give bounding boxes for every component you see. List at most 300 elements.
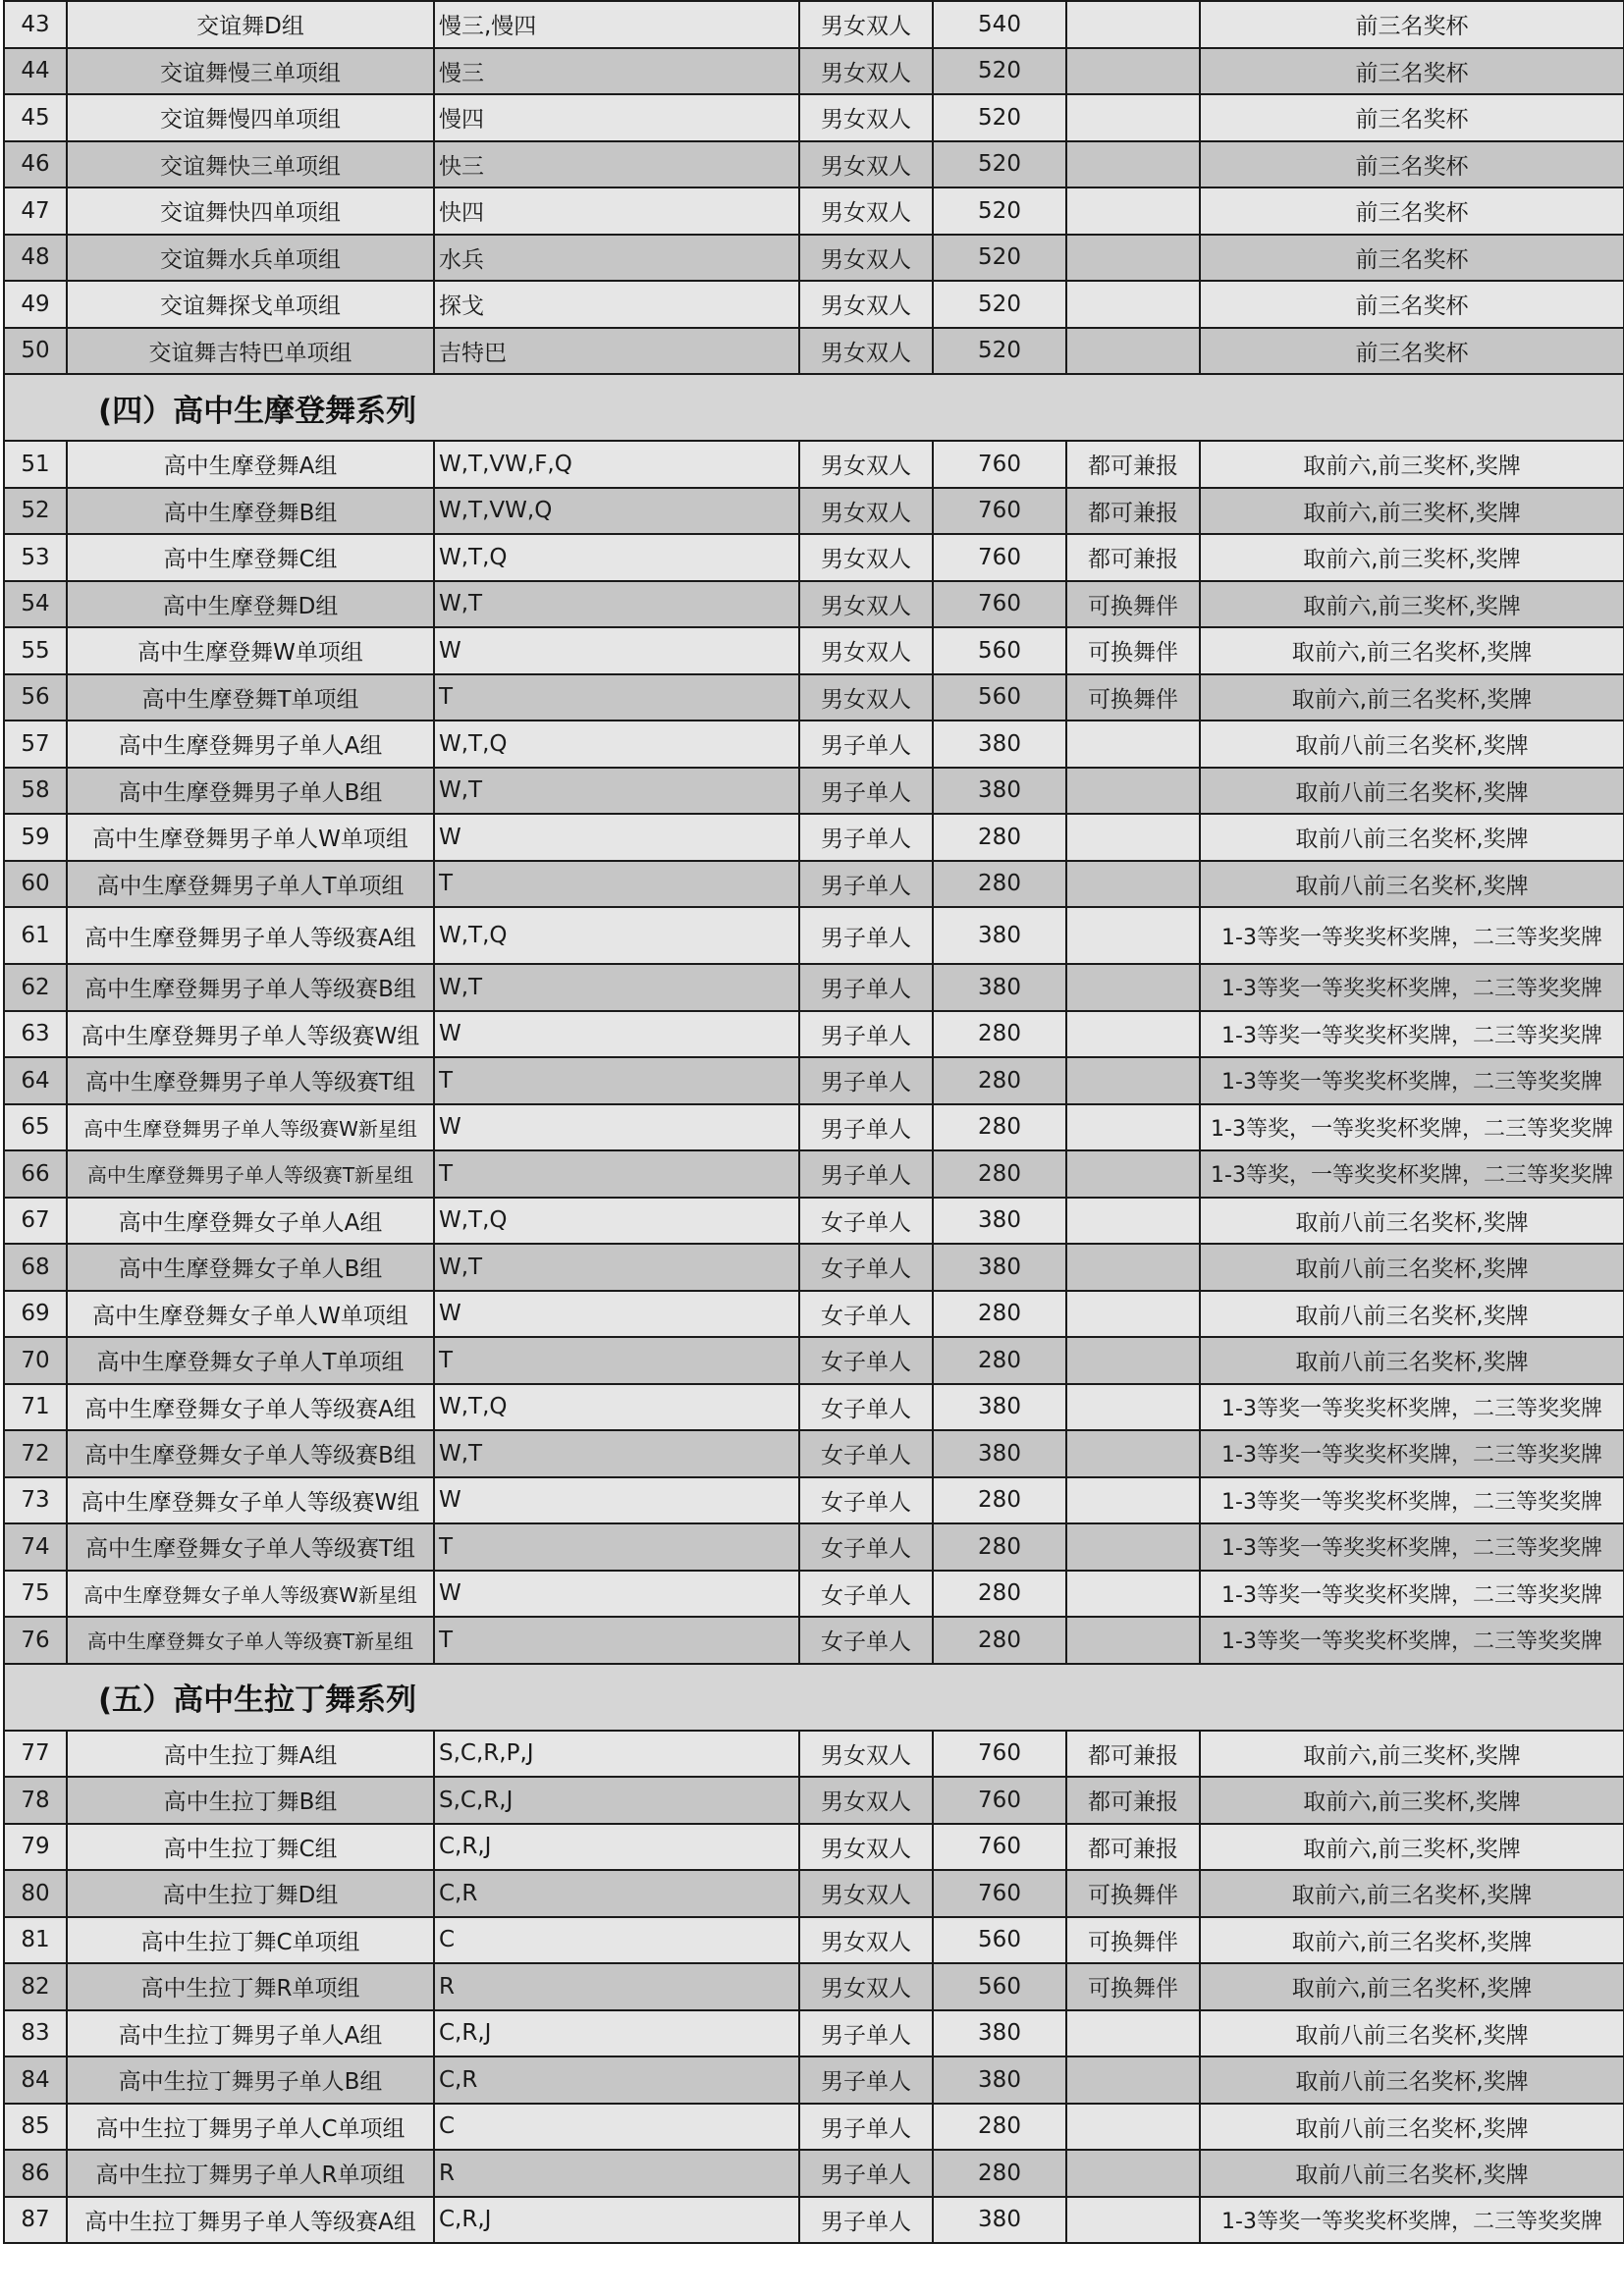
table-row — [4, 441, 1624, 488]
table-row — [4, 814, 1624, 861]
entry-type: 男女双人 — [799, 488, 933, 535]
table-row — [4, 1523, 1624, 1571]
entry-note: 可换舞伴 — [1066, 627, 1200, 674]
event-name: 高中生摩登舞A组 — [67, 441, 434, 488]
table-row — [4, 1337, 1624, 1384]
entry-type: 男子单人 — [799, 2056, 933, 2104]
table-row — [4, 861, 1624, 908]
dance-items: W,T — [434, 1244, 799, 1291]
award-description: 取前八前三名奖杯,奖牌 — [1200, 721, 1624, 768]
table-row — [4, 1430, 1624, 1477]
entry-type: 男女双人 — [799, 627, 933, 674]
award-description: 取前八前三名奖杯,奖牌 — [1200, 2010, 1624, 2057]
award-description: 1-3等奖一等奖奖杯奖牌，二三等奖奖牌 — [1200, 1430, 1624, 1477]
award-description: 取前八前三名奖杯,奖牌 — [1200, 1337, 1624, 1384]
entry-type: 女子单人 — [799, 1337, 933, 1384]
entry-fee: 520 — [933, 141, 1066, 188]
entry-note — [1066, 187, 1200, 235]
event-name: 高中生摩登舞女子单人W单项组 — [67, 1291, 434, 1338]
dance-items: W,T — [434, 1430, 799, 1477]
entry-fee: 520 — [933, 281, 1066, 328]
award-description: 取前六,前三奖杯,奖牌 — [1200, 534, 1624, 581]
entry-type: 男女双人 — [799, 328, 933, 375]
dance-items: S,C,R,P,J — [434, 1731, 799, 1778]
event-number: 82 — [4, 1963, 67, 2010]
award-description: 前三名奖杯 — [1200, 94, 1624, 141]
award-description: 前三名奖杯 — [1200, 48, 1624, 95]
event-name: 高中生摩登舞T单项组 — [67, 674, 434, 721]
award-description: 前三名奖杯 — [1200, 281, 1624, 328]
entry-fee: 560 — [933, 674, 1066, 721]
entry-type: 女子单人 — [799, 1244, 933, 1291]
entry-note — [1066, 1477, 1200, 1524]
entry-note — [1066, 1057, 1200, 1104]
entry-note: 可换舞伴 — [1066, 1963, 1200, 2010]
award-description: 取前六,前三名奖杯,奖牌 — [1200, 1870, 1624, 1917]
event-number: 45 — [4, 94, 67, 141]
entry-note — [1066, 1, 1200, 48]
entry-note — [1066, 1384, 1200, 1431]
event-name: 高中生摩登舞男子单人等级赛W组 — [67, 1011, 434, 1058]
award-description: 取前六,前三名奖杯,奖牌 — [1200, 674, 1624, 721]
entry-fee: 280 — [933, 1617, 1066, 1664]
event-name: 高中生拉丁舞R单项组 — [67, 1963, 434, 2010]
entry-note — [1066, 1571, 1200, 1618]
table-row — [4, 1384, 1624, 1431]
entry-note — [1066, 814, 1200, 861]
section-title: (四）高中生摩登舞系列 — [4, 374, 1624, 441]
table-row — [4, 1198, 1624, 1245]
award-description: 1-3等奖一等奖奖杯奖牌，二三等奖奖牌 — [1200, 1057, 1624, 1104]
entry-fee: 380 — [933, 2197, 1066, 2244]
dance-items: C,R,J — [434, 1824, 799, 1871]
event-number: 46 — [4, 141, 67, 188]
entry-type: 男子单人 — [799, 907, 933, 964]
entry-fee: 280 — [933, 861, 1066, 908]
event-number: 85 — [4, 2104, 67, 2151]
entry-note — [1066, 907, 1200, 964]
event-number: 77 — [4, 1731, 67, 1778]
event-number: 64 — [4, 1057, 67, 1104]
event-number: 80 — [4, 1870, 67, 1917]
entry-note — [1066, 1011, 1200, 1058]
table-row — [4, 1291, 1624, 1338]
table-row — [4, 1104, 1624, 1151]
entry-type: 男子单人 — [799, 1057, 933, 1104]
entry-note — [1066, 1291, 1200, 1338]
table-row — [4, 2056, 1624, 2104]
table-row — [4, 1917, 1624, 1964]
dance-items: T — [434, 1057, 799, 1104]
dance-items: C,R — [434, 1870, 799, 1917]
award-description: 取前八前三名奖杯,奖牌 — [1200, 861, 1624, 908]
entry-fee: 760 — [933, 488, 1066, 535]
entry-type: 男女双人 — [799, 581, 933, 628]
event-name: 高中生摩登舞男子单人B组 — [67, 768, 434, 815]
entry-type: 男子单人 — [799, 768, 933, 815]
entry-note: 都可兼报 — [1066, 1731, 1200, 1778]
award-description: 1-3等奖一等奖奖杯奖牌，二三等奖奖牌 — [1200, 1617, 1624, 1664]
entry-type: 男女双人 — [799, 534, 933, 581]
event-name: 高中生摩登舞男子单人等级赛B组 — [67, 964, 434, 1011]
table-row — [4, 48, 1624, 95]
table-row — [4, 94, 1624, 141]
award-description: 1-3等奖，一等奖奖杯奖牌，二三等奖奖牌 — [1200, 1150, 1624, 1198]
table-row — [4, 2104, 1624, 2151]
entry-note — [1066, 1337, 1200, 1384]
dance-items: W,T,Q — [434, 907, 799, 964]
dance-items: T — [434, 1523, 799, 1571]
table-row — [4, 2010, 1624, 2057]
table-row — [4, 907, 1624, 964]
entry-note — [1066, 1523, 1200, 1571]
table-row — [4, 141, 1624, 188]
entry-note — [1066, 861, 1200, 908]
table-row — [4, 1477, 1624, 1524]
entry-fee: 280 — [933, 1104, 1066, 1151]
entry-type: 男女双人 — [799, 674, 933, 721]
entry-type: 男女双人 — [799, 1917, 933, 1964]
table-row — [4, 721, 1624, 768]
event-number: 61 — [4, 907, 67, 964]
event-name: 高中生摩登舞男子单人A组 — [67, 721, 434, 768]
dance-items: 探戈 — [434, 281, 799, 328]
table-row — [4, 2150, 1624, 2197]
event-number: 60 — [4, 861, 67, 908]
dance-items: W — [434, 1104, 799, 1151]
table-row — [4, 1057, 1624, 1104]
event-number: 86 — [4, 2150, 67, 2197]
entry-type: 男女双人 — [799, 441, 933, 488]
dance-items: C,R,J — [434, 2197, 799, 2244]
entry-fee: 760 — [933, 441, 1066, 488]
event-number: 67 — [4, 1198, 67, 1245]
event-name: 高中生拉丁舞C单项组 — [67, 1917, 434, 1964]
event-number: 44 — [4, 48, 67, 95]
award-description: 前三名奖杯 — [1200, 328, 1624, 375]
event-name: 高中生拉丁舞男子单人R单项组 — [67, 2150, 434, 2197]
entry-type: 男子单人 — [799, 814, 933, 861]
event-name: 高中生摩登舞女子单人等级赛B组 — [67, 1430, 434, 1477]
event-name: 高中生摩登舞男子单人等级赛A组 — [67, 907, 434, 964]
event-name: 高中生摩登舞男子单人等级赛T组 — [67, 1057, 434, 1104]
event-name: 高中生拉丁舞男子单人C单项组 — [67, 2104, 434, 2151]
entry-fee: 380 — [933, 1244, 1066, 1291]
entry-type: 男女双人 — [799, 1870, 933, 1917]
entry-note: 都可兼报 — [1066, 441, 1200, 488]
award-description: 取前六,前三奖杯,奖牌 — [1200, 1777, 1624, 1824]
entry-fee: 760 — [933, 581, 1066, 628]
table-row — [4, 581, 1624, 628]
section-header-row — [4, 1664, 1624, 1731]
table-row — [4, 1571, 1624, 1618]
event-name: 高中生摩登舞男子单人等级赛T新星组 — [67, 1150, 434, 1198]
dance-items: W — [434, 1011, 799, 1058]
entry-type: 男子单人 — [799, 861, 933, 908]
entry-note — [1066, 48, 1200, 95]
entry-type: 男子单人 — [799, 1104, 933, 1151]
entry-type: 男子单人 — [799, 1011, 933, 1058]
entry-note — [1066, 235, 1200, 282]
entry-note: 可换舞伴 — [1066, 1917, 1200, 1964]
entry-fee: 280 — [933, 1337, 1066, 1384]
event-name: 高中生摩登舞女子单人T单项组 — [67, 1337, 434, 1384]
dance-items: W,T,Q — [434, 1384, 799, 1431]
entry-note — [1066, 94, 1200, 141]
entry-fee: 760 — [933, 1870, 1066, 1917]
event-number: 75 — [4, 1571, 67, 1618]
event-name: 高中生摩登舞B组 — [67, 488, 434, 535]
entry-note — [1066, 1198, 1200, 1245]
entry-type: 男女双人 — [799, 1824, 933, 1871]
entry-note: 都可兼报 — [1066, 1824, 1200, 1871]
entry-fee: 280 — [933, 1011, 1066, 1058]
award-description: 取前八前三名奖杯,奖牌 — [1200, 2150, 1624, 2197]
entry-fee: 280 — [933, 2104, 1066, 2151]
entry-note — [1066, 281, 1200, 328]
entry-note: 都可兼报 — [1066, 488, 1200, 535]
event-name: 高中生摩登舞D组 — [67, 581, 434, 628]
award-description: 取前八前三名奖杯,奖牌 — [1200, 1291, 1624, 1338]
entry-type: 男女双人 — [799, 1963, 933, 2010]
table-row — [4, 1150, 1624, 1198]
event-name: 高中生摩登舞男子单人等级赛W新星组 — [67, 1104, 434, 1151]
entry-type: 男女双人 — [799, 48, 933, 95]
dance-items: W,T — [434, 964, 799, 1011]
award-description: 1-3等奖一等奖奖杯奖牌，二三等奖奖牌 — [1200, 1571, 1624, 1618]
entry-type: 男女双人 — [799, 187, 933, 235]
event-number: 73 — [4, 1477, 67, 1524]
award-description: 取前六,前三奖杯,奖牌 — [1200, 1824, 1624, 1871]
event-number: 59 — [4, 814, 67, 861]
dance-items: C,R — [434, 2056, 799, 2104]
dance-items: W — [434, 627, 799, 674]
table-row — [4, 1011, 1624, 1058]
award-description: 取前八前三名奖杯,奖牌 — [1200, 768, 1624, 815]
event-number: 66 — [4, 1150, 67, 1198]
entry-fee: 560 — [933, 627, 1066, 674]
entry-fee: 520 — [933, 235, 1066, 282]
event-number: 87 — [4, 2197, 67, 2244]
table-row — [4, 281, 1624, 328]
award-description: 1-3等奖一等奖奖杯奖牌，二三等奖奖牌 — [1200, 907, 1624, 964]
event-number: 81 — [4, 1917, 67, 1964]
entry-note — [1066, 964, 1200, 1011]
entry-fee: 380 — [933, 1384, 1066, 1431]
entry-type: 女子单人 — [799, 1477, 933, 1524]
event-number: 84 — [4, 2056, 67, 2104]
event-name: 高中生拉丁舞D组 — [67, 1870, 434, 1917]
award-description: 1-3等奖一等奖奖杯奖牌，二三等奖奖牌 — [1200, 1477, 1624, 1524]
dance-items: S,C,R,J — [434, 1777, 799, 1824]
table-row — [4, 1244, 1624, 1291]
entry-fee: 280 — [933, 814, 1066, 861]
table-row — [4, 1617, 1624, 1664]
dance-items: T — [434, 861, 799, 908]
entry-fee: 280 — [933, 1571, 1066, 1618]
dance-items: W,T — [434, 581, 799, 628]
entry-type: 男女双人 — [799, 1731, 933, 1778]
entry-type: 男子单人 — [799, 1150, 933, 1198]
entry-fee: 520 — [933, 48, 1066, 95]
entry-fee: 520 — [933, 187, 1066, 235]
award-description: 1-3等奖一等奖奖杯奖牌，二三等奖奖牌 — [1200, 1384, 1624, 1431]
event-number: 70 — [4, 1337, 67, 1384]
entry-type: 女子单人 — [799, 1384, 933, 1431]
entry-type: 女子单人 — [799, 1291, 933, 1338]
entry-fee: 280 — [933, 1057, 1066, 1104]
entry-fee: 760 — [933, 1824, 1066, 1871]
entry-fee: 760 — [933, 534, 1066, 581]
entry-type: 女子单人 — [799, 1617, 933, 1664]
table-row — [4, 328, 1624, 375]
entry-fee: 280 — [933, 2150, 1066, 2197]
entry-type: 男女双人 — [799, 1, 933, 48]
entry-fee: 280 — [933, 1150, 1066, 1198]
event-name: 交谊舞水兵单项组 — [67, 235, 434, 282]
event-number: 78 — [4, 1777, 67, 1824]
dance-items: R — [434, 1963, 799, 2010]
table-row — [4, 488, 1624, 535]
entry-type: 男女双人 — [799, 235, 933, 282]
entry-note — [1066, 768, 1200, 815]
event-name: 高中生摩登舞女子单人等级赛T组 — [67, 1523, 434, 1571]
dance-items: C,R,J — [434, 2010, 799, 2057]
entry-type: 男子单人 — [799, 2197, 933, 2244]
events-table — [3, 0, 1624, 2244]
event-name: 交谊舞快三单项组 — [67, 141, 434, 188]
event-name: 高中生摩登舞男子单人T单项组 — [67, 861, 434, 908]
entry-fee: 380 — [933, 1198, 1066, 1245]
award-description: 取前八前三名奖杯,奖牌 — [1200, 1244, 1624, 1291]
table-row — [4, 2197, 1624, 2244]
table-row — [4, 1, 1624, 48]
dance-items: T — [434, 1337, 799, 1384]
dance-items: T — [434, 1617, 799, 1664]
entry-type: 男子单人 — [799, 2104, 933, 2151]
entry-fee: 380 — [933, 2010, 1066, 2057]
entry-note — [1066, 2150, 1200, 2197]
event-number: 58 — [4, 768, 67, 815]
event-name: 高中生摩登舞女子单人B组 — [67, 1244, 434, 1291]
event-name: 高中生摩登舞女子单人等级赛A组 — [67, 1384, 434, 1431]
entry-type: 男子单人 — [799, 964, 933, 1011]
event-name: 高中生摩登舞男子单人W单项组 — [67, 814, 434, 861]
entry-fee: 520 — [933, 94, 1066, 141]
entry-type: 女子单人 — [799, 1523, 933, 1571]
event-number: 62 — [4, 964, 67, 1011]
event-name: 高中生摩登舞W单项组 — [67, 627, 434, 674]
entry-note — [1066, 2104, 1200, 2151]
award-description: 取前六,前三名奖杯,奖牌 — [1200, 1963, 1624, 2010]
entry-fee: 280 — [933, 1291, 1066, 1338]
table-row — [4, 627, 1624, 674]
award-description: 前三名奖杯 — [1200, 1, 1624, 48]
entry-fee: 380 — [933, 2056, 1066, 2104]
dance-items: W,T,VW,Q — [434, 488, 799, 535]
dance-items: 快三 — [434, 141, 799, 188]
entry-note: 都可兼报 — [1066, 1777, 1200, 1824]
entry-type: 男子单人 — [799, 2010, 933, 2057]
event-name: 高中生拉丁舞男子单人B组 — [67, 2056, 434, 2104]
event-name: 高中生拉丁舞男子单人等级赛A组 — [67, 2197, 434, 2244]
entry-note — [1066, 2056, 1200, 2104]
event-number: 51 — [4, 441, 67, 488]
table-row — [4, 768, 1624, 815]
dance-items: W — [434, 1291, 799, 1338]
entry-note: 可换舞伴 — [1066, 581, 1200, 628]
event-name: 交谊舞D组 — [67, 1, 434, 48]
award-description: 前三名奖杯 — [1200, 187, 1624, 235]
award-description: 取前八前三名奖杯,奖牌 — [1200, 2056, 1624, 2104]
entry-note — [1066, 1617, 1200, 1664]
event-name: 高中生摩登舞C组 — [67, 534, 434, 581]
dance-items: W — [434, 814, 799, 861]
table-row — [4, 235, 1624, 282]
award-description: 1-3等奖一等奖奖杯奖牌，二三等奖奖牌 — [1200, 1523, 1624, 1571]
entry-note: 可换舞伴 — [1066, 1870, 1200, 1917]
event-number: 72 — [4, 1430, 67, 1477]
dance-items: 慢三 — [434, 48, 799, 95]
entry-note — [1066, 1430, 1200, 1477]
section-title: (五）高中生拉丁舞系列 — [4, 1664, 1624, 1731]
entry-type: 男女双人 — [799, 281, 933, 328]
entry-note — [1066, 2197, 1200, 2244]
entry-note — [1066, 1104, 1200, 1151]
entry-fee: 380 — [933, 1430, 1066, 1477]
entry-type: 女子单人 — [799, 1571, 933, 1618]
entry-fee: 520 — [933, 328, 1066, 375]
section-header-row — [4, 374, 1624, 441]
entry-fee: 540 — [933, 1, 1066, 48]
entry-fee: 380 — [933, 964, 1066, 1011]
award-description: 1-3等奖一等奖奖杯奖牌，二三等奖奖牌 — [1200, 2197, 1624, 2244]
table-row — [4, 1824, 1624, 1871]
dance-items: W — [434, 1477, 799, 1524]
table-row — [4, 1963, 1624, 2010]
entry-type: 男女双人 — [799, 1777, 933, 1824]
event-number: 79 — [4, 1824, 67, 1871]
entry-note: 都可兼报 — [1066, 534, 1200, 581]
event-number: 54 — [4, 581, 67, 628]
event-name: 交谊舞快四单项组 — [67, 187, 434, 235]
table-row — [4, 534, 1624, 581]
event-name: 高中生摩登舞女子单人等级赛W组 — [67, 1477, 434, 1524]
entry-type: 男子单人 — [799, 721, 933, 768]
event-number: 47 — [4, 187, 67, 235]
award-description: 取前六,前三奖杯,奖牌 — [1200, 581, 1624, 628]
event-name: 交谊舞慢四单项组 — [67, 94, 434, 141]
event-number: 43 — [4, 1, 67, 48]
entry-note — [1066, 721, 1200, 768]
event-name: 高中生拉丁舞男子单人A组 — [67, 2010, 434, 2057]
event-number: 55 — [4, 627, 67, 674]
table-row — [4, 674, 1624, 721]
dance-items: W,T,VW,F,Q — [434, 441, 799, 488]
entry-fee: 280 — [933, 1477, 1066, 1524]
dance-items: 慢四 — [434, 94, 799, 141]
dance-items: W — [434, 1571, 799, 1618]
entry-type: 男女双人 — [799, 141, 933, 188]
event-number: 71 — [4, 1384, 67, 1431]
entry-type: 女子单人 — [799, 1198, 933, 1245]
event-number: 65 — [4, 1104, 67, 1151]
award-description: 取前八前三名奖杯,奖牌 — [1200, 814, 1624, 861]
event-name: 高中生摩登舞女子单人等级赛W新星组 — [67, 1571, 434, 1618]
award-description: 1-3等奖一等奖奖杯奖牌，二三等奖奖牌 — [1200, 964, 1624, 1011]
dance-items: 快四 — [434, 187, 799, 235]
entry-note — [1066, 141, 1200, 188]
